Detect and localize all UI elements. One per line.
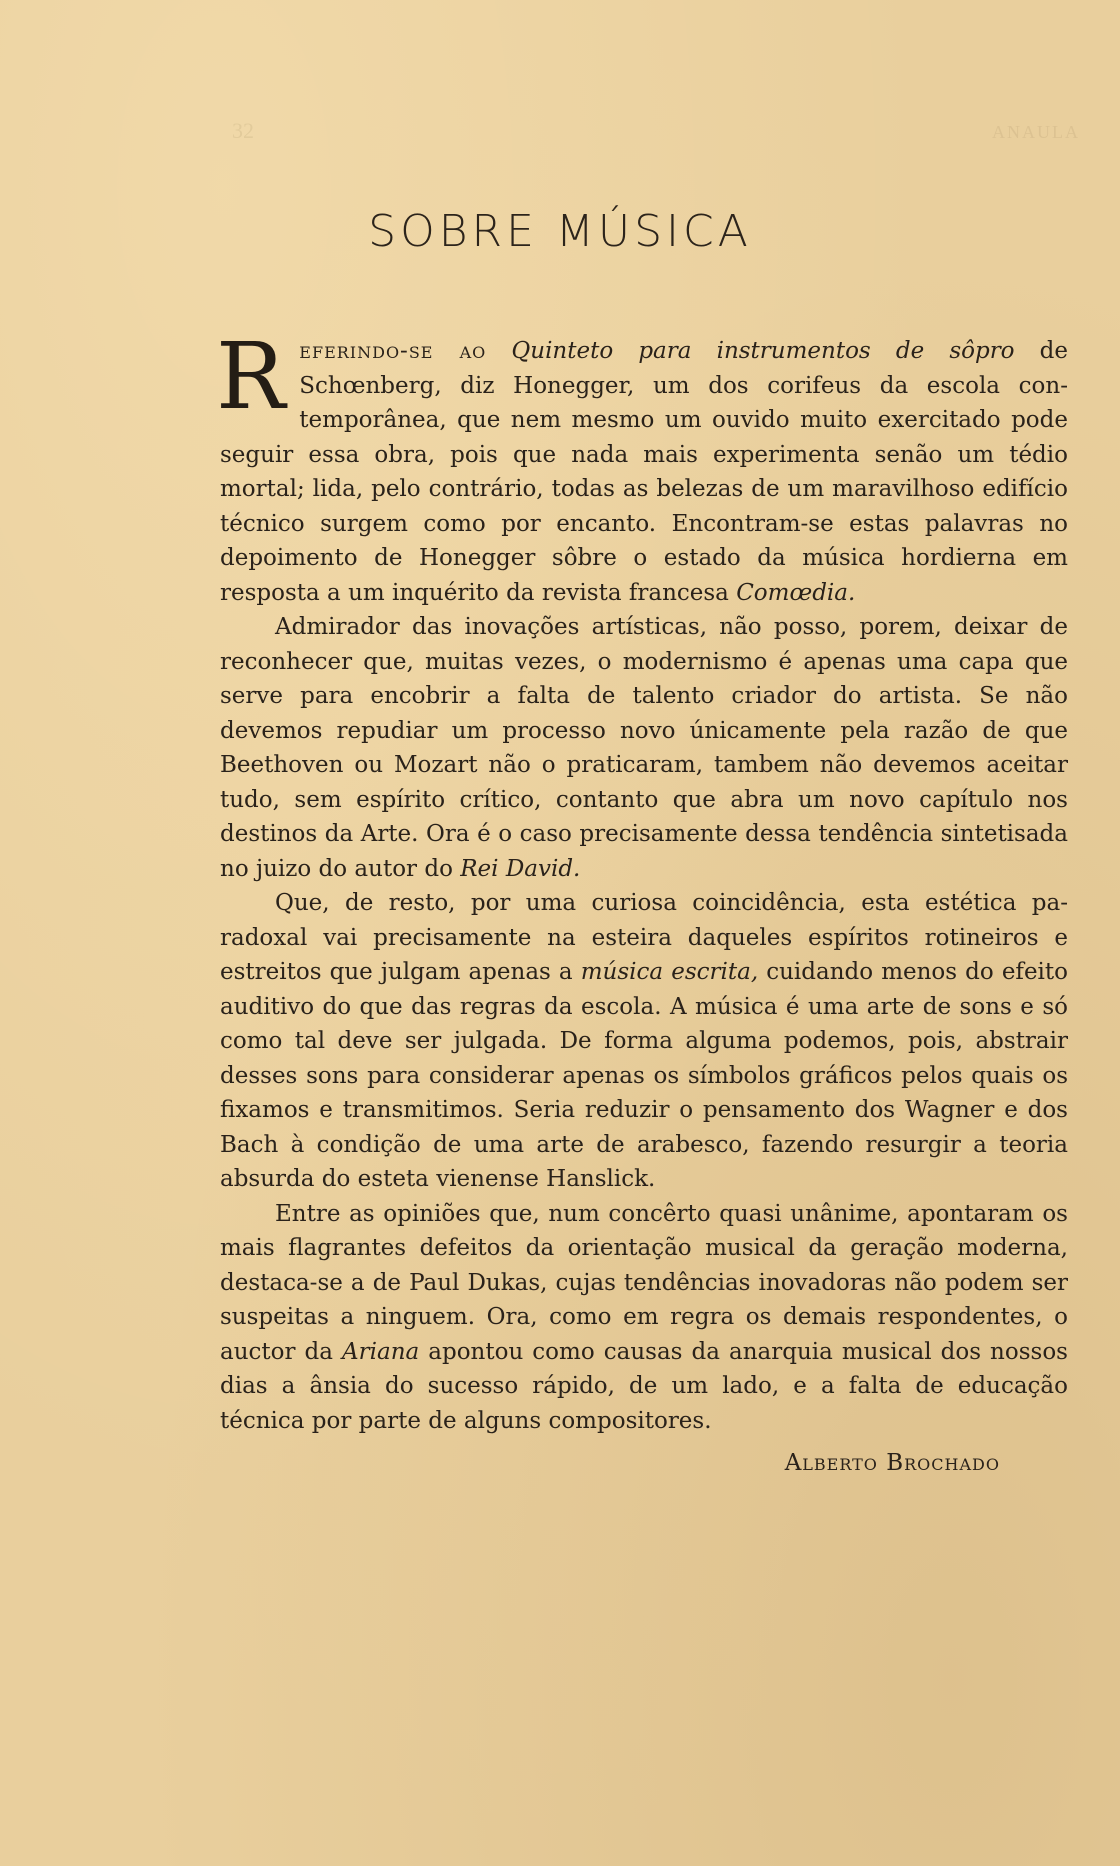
work-title-ariana: Ariana [342,1338,420,1365]
article-title: SOBRE MÚSICA [368,206,752,257]
emphasis-musica-escrita: música escrita, [580,959,759,985]
work-title-quinteto: Quinteto para instrumentos de sôpro [511,338,1015,364]
paragraph-3-text-a: Que, de resto, por uma curiosa coincidência, esta estética paradoxal vai precisamente na esteira daqueles espíritos rotineiros e estreitos que julgam apenas a [220,890,1068,985]
paragraph-4-text-b: apontou como causas da anarquia musical dos nossos dias a ânsia do sucesso rápido, de um lado, e a falta de educação técnica por parte de alguns compositores. [220,1338,1068,1434]
opening-words: eferindo-se ao [299,338,487,364]
article-body [216,323,1069,1481]
paragraph-3-text-b: cuidando menos do efeito auditivo do que das regras da escola. A música é uma arte de sons e só como tal deve ser julgada. De forma alguma podemos, pois, abstrair desses sons para considerar apenas os símbolos gráficos pelos quais os fixamos e transmitimos. Seria reduzir o pensamento dos Wagner e dos Bach à condição de uma arte de arabesco, fazendo resurgir a teoria absurda do esteta vienense Hanslick. [220,959,1069,1192]
drop-cap: R [216,323,286,430]
paragraph-1 [216,323,1069,610]
paragraph-1-text: de Schœnberg, diz Honegger, um dos corifeus da escola contemporânea, que nem mesmo um ouvido muito exercitado pode seguir essa obra, pois que nada mais experimenta senão um tédio mortal; lida, pelo contrário, todas as belezas de um maravilhoso edifício técnico surgem como por encanto. Encontram-se estas palavras no depoimento de Honegger sôbre o estado da música hordierna em resposta a um inquérito da revista francesa [220,338,1069,606]
paragraph-2-text: Admirador das inovações artísticas, não posso, porem, deixar de reconhecer que, muitas vezes, o modernismo é apenas uma capa que serve para encobrir a falta de talento criador do artista. Se não devemos repudiar um processo novo únicamente pela razão de que Beethoven ou Mozart não o praticaram, tambem não devemos aceitar tudo, sem espírito crítico, contanto que abra um novo capítulo nos destinos da Arte. Ora é o caso precisamente dessa tendência sintetisada no juizo do autor do [220,614,1068,882]
author-signature: Alberto Brochado [784,1450,1000,1476]
paragraph-4 [220,1197,1068,1439]
paragraph-2 [220,610,1068,886]
magazine-title-comoedia: Comœdia. [736,579,856,606]
running-head: ANAULA [992,122,1080,142]
paragraph-3 [220,886,1068,1197]
page-number: 32 [232,118,254,143]
work-title-rei-david: Rei David. [460,855,581,882]
paragraph-4-text-a: Entre as opiniões que, num concêrto quasi unânime, apontaram os mais flagrantes defeitos da orientação musical da geração moderna, destaca-se a de Paul Dukas, cujas tendências inovadoras não podem ser suspeitas a ninguem. Ora, como em regra os demais respondentes, o auctor da [220,1200,1068,1365]
